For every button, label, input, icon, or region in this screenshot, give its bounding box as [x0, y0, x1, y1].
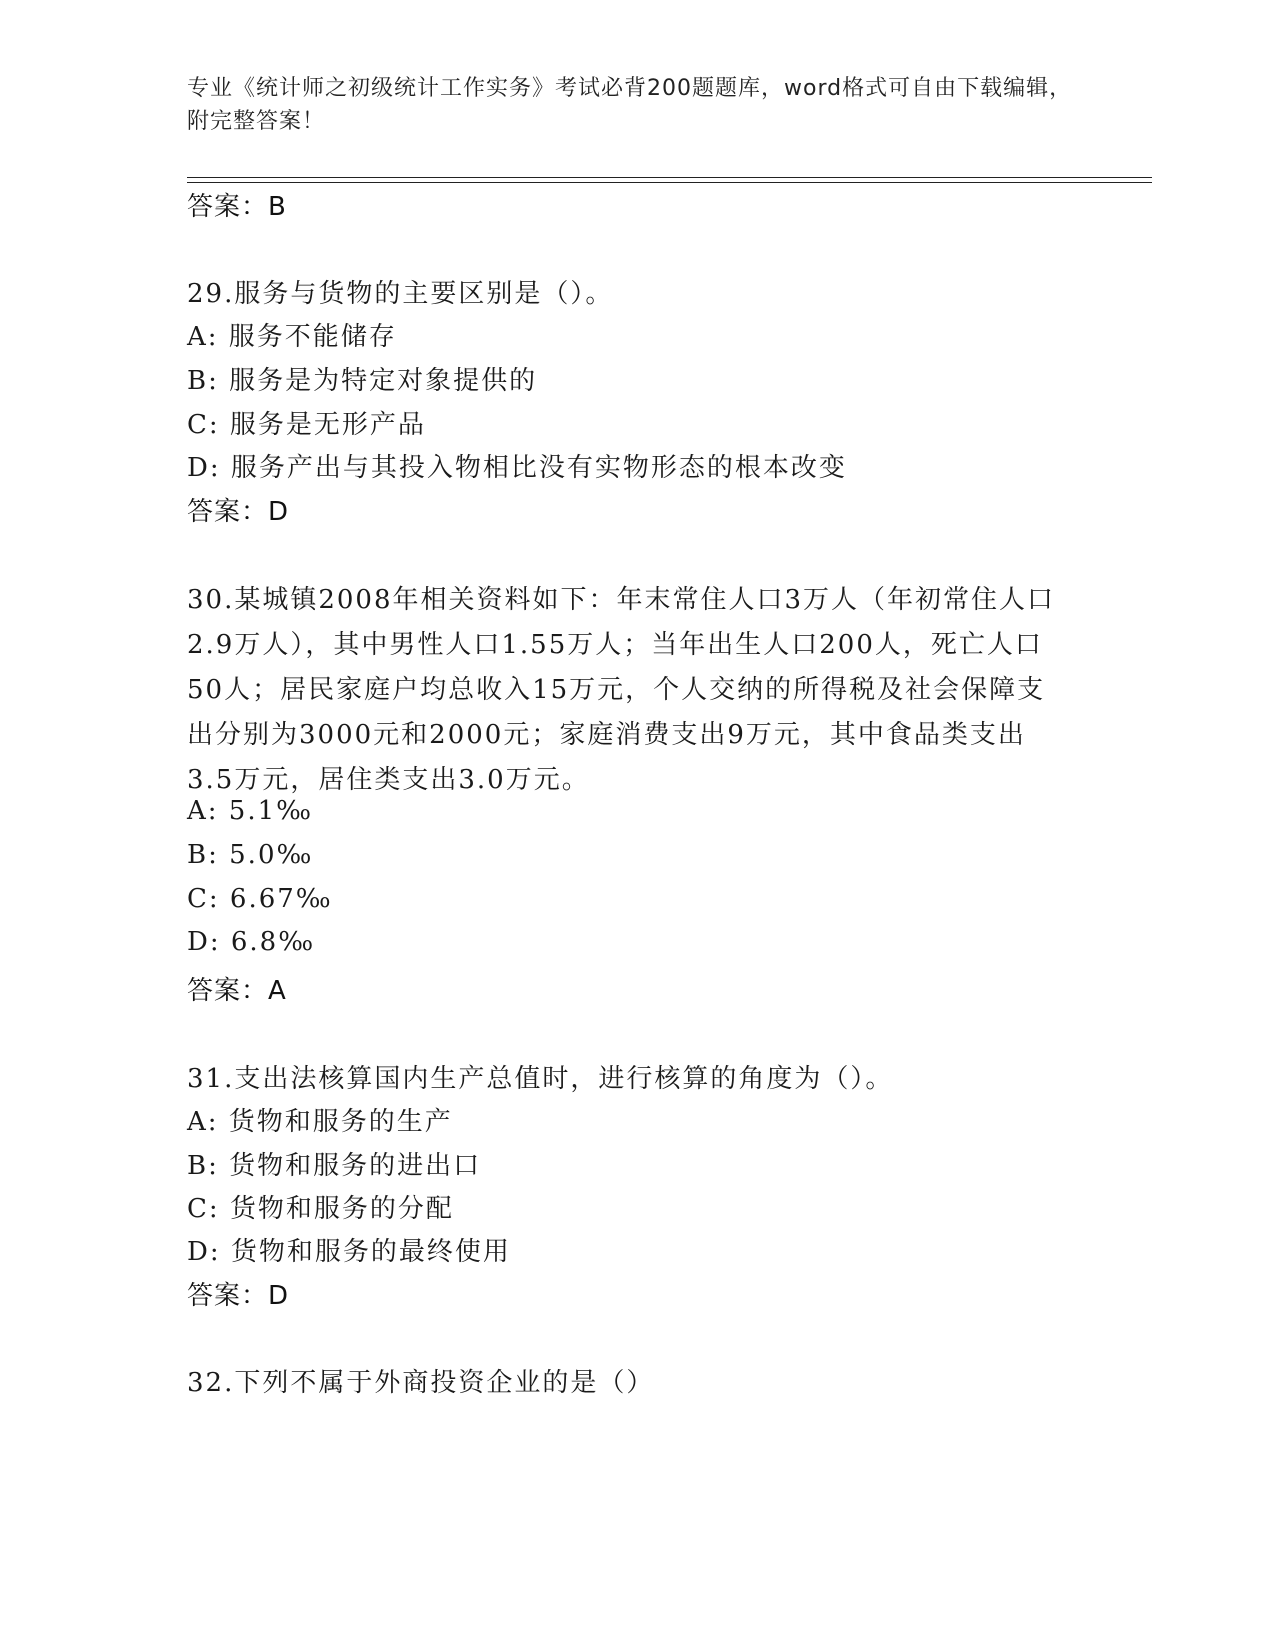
question-30-answer: 答案：A — [187, 976, 287, 1006]
document-header: 专业《统计师之初级统计工作实务》考试必背200题题库，word格式可自由下载编辑，附完整答案！ — [187, 76, 1073, 134]
question-31-answer: 答案：D — [187, 1281, 290, 1311]
question-30-option-d: D: 6.8‰ — [187, 927, 316, 957]
question-30-option-a: A: 5.1‰ — [187, 796, 314, 826]
question-31-option-d: D: 货物和服务的最终使用 — [187, 1237, 511, 1267]
question-31-option-c: C: 货物和服务的分配 — [187, 1194, 454, 1224]
answer-previous: 答案：B — [187, 192, 287, 222]
question-29-text: 29.服务与货物的主要区别是（）。 — [187, 279, 614, 309]
question-29-option-b: B: 服务是为特定对象提供的 — [187, 366, 538, 396]
question-31-option-a: A: 货物和服务的生产 — [187, 1107, 453, 1137]
question-29-option-c: C: 服务是无形产品 — [187, 410, 426, 440]
question-30-text: 30.某城镇2008年相关资料如下：年末常住人口3万人（年初常住人口2.9万人），其中男性人口1.55万人；当年出生人口200人，死亡人口50人；居民家庭户均总收入15万元，个人交纳的所得税及社会保障支出分别为3000元和2000元；家庭消费支出9万元，其中食品类支出3.5万元，居住类支出3.0万元。 — [187, 585, 1056, 795]
question-31-option-b: B: 货物和服务的进出口 — [187, 1151, 482, 1181]
header-rule-bottom — [187, 182, 1152, 183]
question-31-text: 31.支出法核算国内生产总值时，进行核算的角度为（）。 — [187, 1064, 894, 1094]
question-30-option-c: C: 6.67‰ — [187, 884, 333, 914]
question-29-option-a: A: 服务不能储存 — [187, 322, 397, 352]
question-30-option-b: B: 5.0‰ — [187, 840, 314, 870]
question-29-option-d: D: 服务产出与其投入物相比没有实物形态的根本改变 — [187, 453, 847, 483]
header-rule-top — [187, 177, 1152, 178]
question-32-text: 32.下列不属于外商投资企业的是（） — [187, 1368, 655, 1398]
question-29-answer: 答案：D — [187, 497, 290, 527]
